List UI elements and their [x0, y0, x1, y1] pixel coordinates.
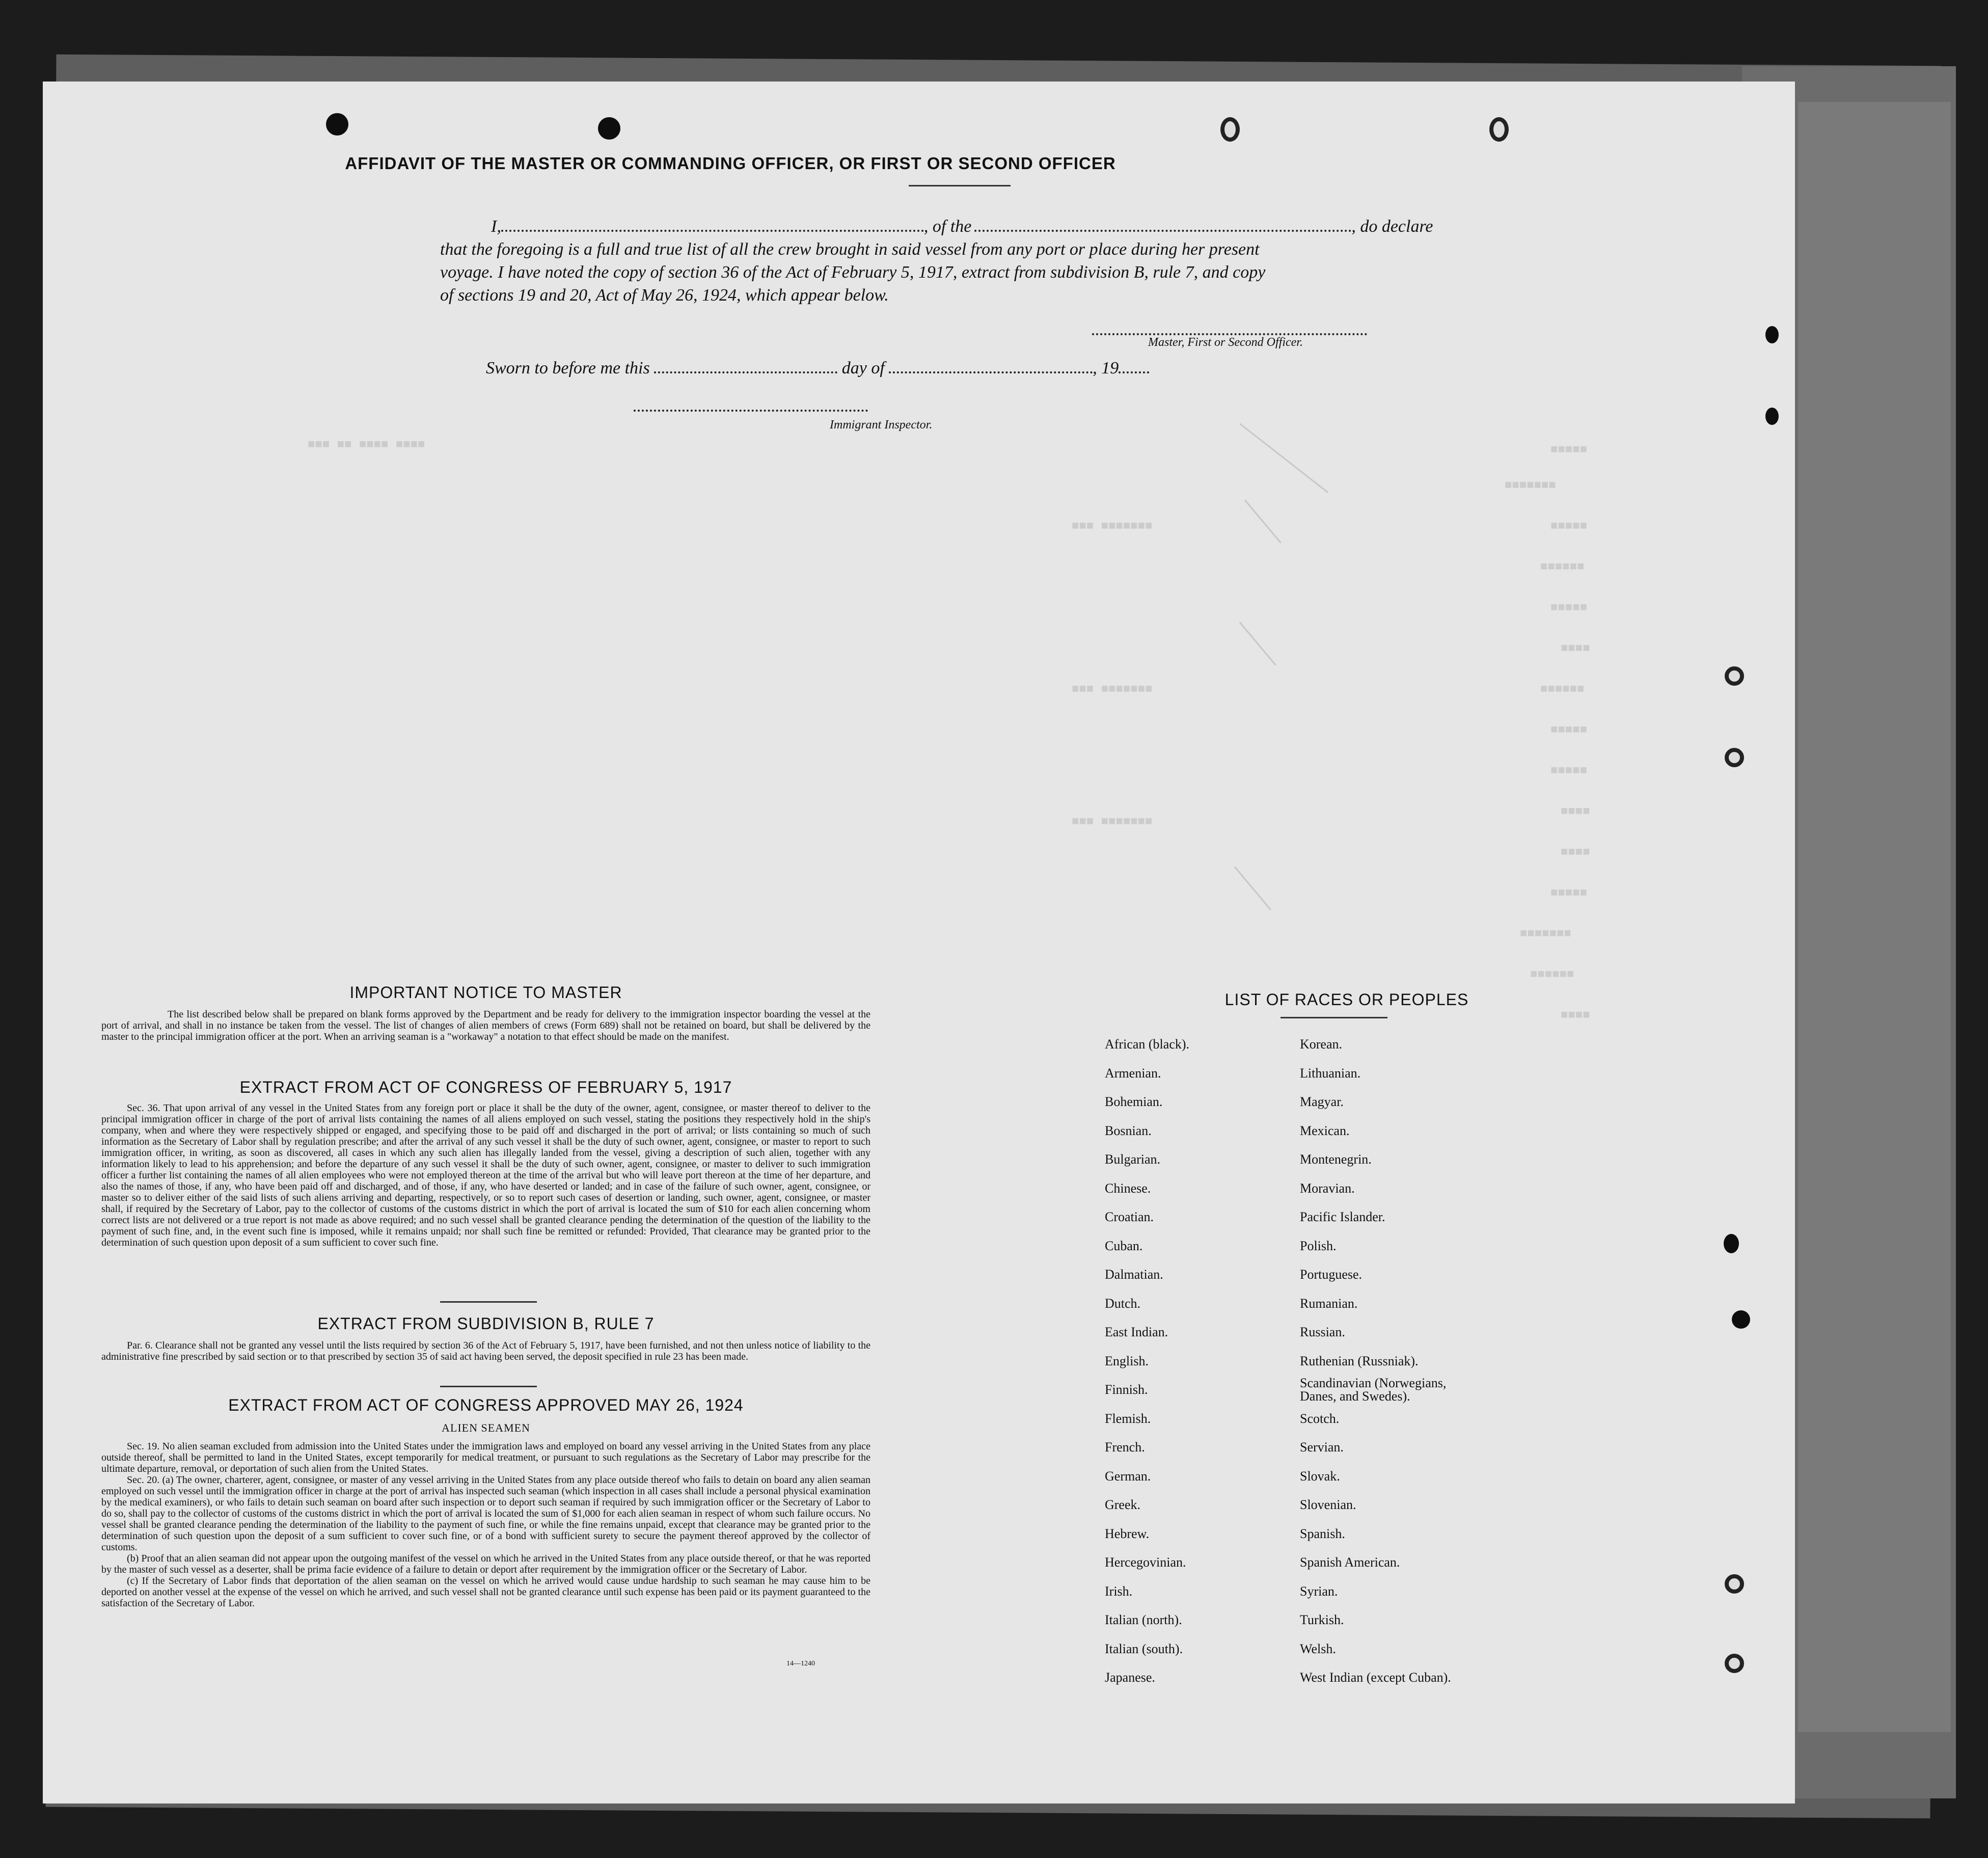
binding-rivet — [1724, 1234, 1739, 1253]
race-label: Dutch. — [1105, 1296, 1141, 1311]
title-underline — [909, 185, 1011, 186]
race-item — [1105, 1318, 1189, 1347]
extract-1917-title: EXTRACT FROM ACT OF CONGRESS OF FEBRUARY 5, 1917 — [239, 1078, 732, 1096]
race-item — [1300, 1462, 1468, 1491]
punch-hole — [1725, 1574, 1744, 1594]
affidavit-title: AFFIDAVIT OF THE MASTER OR COMMANDING OFFICER, OR FIRST OR SECOND OFFICER — [345, 154, 1116, 173]
race-label: Ruthenian (Russniak). — [1300, 1353, 1419, 1368]
race-label: Spanish American. — [1300, 1555, 1400, 1570]
race-item — [1300, 1117, 1468, 1146]
race-item — [1105, 1145, 1189, 1174]
notice-title: IMPORTANT NOTICE TO MASTER — [349, 983, 622, 1002]
section-divider — [440, 1386, 537, 1387]
race-item — [1105, 1548, 1189, 1577]
race-label: Rumanian. — [1300, 1296, 1358, 1311]
race-label: Pacific Islander. — [1300, 1209, 1385, 1225]
race-label: Italian (south). — [1105, 1641, 1183, 1656]
sworn-day-field[interactable] — [654, 371, 837, 373]
affidavit-do-declare: , do declare — [1351, 217, 1433, 236]
races-left-column — [1105, 1030, 1189, 1692]
race-item — [1105, 1203, 1189, 1232]
punch-hole — [598, 117, 620, 140]
affidavit-declaration — [440, 215, 1459, 307]
race-label: Bulgarian. — [1105, 1152, 1161, 1167]
race-item — [1105, 1347, 1189, 1376]
race-item — [1300, 1059, 1468, 1088]
race-label: West Indian (except Cuban). — [1300, 1670, 1451, 1685]
race-label: Hercegovinian. — [1105, 1555, 1186, 1570]
race-item — [1300, 1606, 1468, 1635]
race-label: French. — [1105, 1440, 1145, 1455]
race-label: Italian (north). — [1105, 1612, 1182, 1628]
race-label: Finnish. — [1105, 1382, 1148, 1397]
races-title-underline — [1281, 1017, 1387, 1018]
race-label: Irish. — [1105, 1583, 1133, 1599]
race-label: Welsh. — [1300, 1641, 1336, 1656]
race-label: Cuban. — [1105, 1238, 1143, 1253]
declarant-name-field[interactable] — [501, 230, 924, 232]
extract-1924-text — [101, 1441, 870, 1609]
affidavit-of-the: , of the — [923, 217, 972, 236]
race-item — [1105, 1232, 1189, 1261]
sworn-year-field[interactable] — [1119, 371, 1149, 373]
sworn-month-field[interactable] — [889, 371, 1093, 373]
race-item — [1300, 1232, 1468, 1261]
race-item — [1300, 1491, 1468, 1520]
race-label: German. — [1105, 1468, 1151, 1484]
extract-1924-title: EXTRACT FROM ACT OF CONGRESS APPROVED MAY 26, 1924 — [228, 1396, 744, 1414]
race-item — [1300, 1088, 1468, 1117]
punch-hole — [326, 113, 348, 136]
extract-rule7-title: EXTRACT FROM SUBDIVISION B, RULE 7 — [317, 1314, 655, 1333]
binding-rivet — [1765, 326, 1779, 343]
race-label: Moravian. — [1300, 1180, 1355, 1196]
alien-seamen-subtitle: ALIEN SEAMEN — [442, 1421, 530, 1434]
race-label: Slovak. — [1300, 1468, 1340, 1484]
bleed-through-text: ■■■ ■■ ■■■■ ■■■■ ■■■■■ ■■■■■■■ ■■■■■ ■■■■■■ ■■■■■ ■■■■ ■■■■■■ ■■■■■ ■■■■■ ■■■■ ■■■■ ■■■■■ ■■■■■■■ ■■■■■■ ■■■■ ■■■ ■■■■■■■ ■■■ ■■■■■■■ ■■■ ■■■■■■■ — [308, 438, 1590, 1022]
race-item — [1300, 1405, 1468, 1434]
race-label: Bohemian. — [1105, 1094, 1163, 1110]
document-page — [43, 82, 1795, 1803]
race-label: Magyar. — [1300, 1094, 1344, 1110]
races-right-column — [1300, 1030, 1468, 1692]
punch-hole — [1489, 117, 1509, 142]
sworn-label: Sworn to before me this — [486, 359, 650, 378]
punch-hole — [1725, 1654, 1744, 1673]
race-label: Syrian. — [1300, 1583, 1338, 1599]
race-item — [1300, 1663, 1468, 1692]
race-label: English. — [1105, 1353, 1149, 1368]
sec-19-text: Sec. 19. No alien seaman excluded from admission into the United States under the immigration laws and employed on board any vessel arriving in the United States from any place outside thereof, shall be permitted to land in the United States, except temporarily for medical treatment, or pursuant to such regulations as the Secretary of Labor may prescribe for the ultimate departure, removal, or deportation of such alien from the United States. — [101, 1441, 870, 1474]
year-prefix: , 19 — [1093, 359, 1119, 378]
race-item — [1300, 1203, 1468, 1232]
race-label: African (black). — [1105, 1037, 1190, 1052]
binding-rivet — [1732, 1310, 1750, 1329]
affidavit-line-4: of sections 19 and 20, Act of May 26, 1924, which appear below. — [440, 286, 889, 305]
races-title: LIST OF RACES OR PEOPLES — [1224, 990, 1469, 1009]
race-label: Russian. — [1300, 1325, 1345, 1340]
race-item — [1105, 1635, 1189, 1664]
race-label: Montenegrin. — [1300, 1152, 1372, 1167]
race-item — [1105, 1030, 1189, 1059]
race-label: Slovenian. — [1300, 1497, 1356, 1513]
punch-hole — [1220, 117, 1240, 142]
race-label: Dalmatian. — [1105, 1267, 1163, 1282]
form-number: 14—1240 — [786, 1660, 815, 1667]
race-item — [1300, 1260, 1468, 1289]
race-item — [1105, 1059, 1189, 1088]
inspector-signature-line[interactable] — [634, 410, 868, 412]
race-label: Scandinavian (Norwegians, Danes, and Swedes). — [1300, 1376, 1447, 1404]
race-label: Bosnian. — [1105, 1123, 1152, 1138]
race-item — [1300, 1548, 1468, 1577]
race-item — [1105, 1117, 1189, 1146]
race-label: Korean. — [1300, 1037, 1343, 1052]
extract-rule7-text: Par. 6. Clearance shall not be granted any vessel until the lists required by section 36 of the Act of February 5, 1917, have been furnished, and not then unless notice of liability to the administrative fine prescribed by said section or to that prescribed by section 35 of said act having been served, the deposit specified in rule 23 has been made. — [101, 1340, 870, 1362]
sec-20b-text: (b) Proof that an alien seaman did not appear upon the outgoing manifest of the vessel on which he arrived in the United States from any place outside thereof, or that he was reported by the master of such vessel as a deserter, shall be prima facie evidence of a failure to detain or deport after requirement by the immigration officer or the Secretary of Labor. — [101, 1553, 870, 1575]
race-item — [1300, 1145, 1468, 1174]
race-item — [1105, 1289, 1189, 1318]
race-item — [1300, 1030, 1468, 1059]
race-item — [1105, 1376, 1189, 1405]
race-item — [1300, 1635, 1468, 1664]
race-label: Mexican. — [1300, 1123, 1350, 1138]
race-label: Armenian. — [1105, 1065, 1161, 1081]
affidavit-i: I, — [491, 217, 501, 236]
race-item — [1300, 1289, 1468, 1318]
vessel-name-field[interactable] — [974, 230, 1351, 232]
race-item — [1105, 1260, 1189, 1289]
punch-hole — [1725, 666, 1744, 686]
race-item — [1105, 1577, 1189, 1606]
race-item — [1105, 1462, 1189, 1491]
race-label: Polish. — [1300, 1238, 1337, 1253]
race-item — [1105, 1520, 1189, 1549]
race-item — [1105, 1405, 1189, 1434]
race-item — [1300, 1347, 1468, 1376]
sec-20c-text: (c) If the Secretary of Labor finds that deportation of the alien seaman on the vessel on which he arrived would cause undue hardship to such seaman he may cause him to be deported on another vessel at the expense of the vessel on which he arrived, and such vessel shall not be granted clearance until such expense has been paid or its payment guaranteed to the satisfaction of the Secretary of Labor. — [101, 1575, 870, 1609]
race-label: Scotch. — [1300, 1411, 1340, 1426]
punch-hole — [1725, 748, 1744, 767]
race-item — [1300, 1318, 1468, 1347]
race-item — [1105, 1174, 1189, 1203]
race-item — [1300, 1520, 1468, 1549]
race-label: Greek. — [1105, 1497, 1141, 1513]
section-divider — [440, 1301, 537, 1303]
race-item — [1105, 1606, 1189, 1635]
race-item — [1300, 1174, 1468, 1203]
race-label: Servian. — [1300, 1440, 1344, 1455]
race-label: Lithuanian. — [1300, 1065, 1361, 1081]
inspector-label: Immigrant Inspector. — [830, 418, 933, 432]
race-label: Portuguese. — [1300, 1267, 1363, 1282]
race-label: East Indian. — [1105, 1325, 1168, 1340]
race-item — [1300, 1577, 1468, 1606]
race-item — [1300, 1433, 1468, 1462]
race-label: Croatian. — [1105, 1209, 1154, 1225]
affidavit-line-2: that the foregoing is a full and true list of all the crew brought in said vessel from any port or place during her present — [440, 240, 1260, 259]
binding-rivet — [1765, 408, 1779, 425]
race-label: Hebrew. — [1105, 1526, 1150, 1541]
race-label: Japanese. — [1105, 1670, 1155, 1685]
race-item — [1105, 1663, 1189, 1692]
master-signature-label: Master, First or Second Officer. — [1148, 336, 1303, 349]
affidavit-line-3: voyage. I have noted the copy of section 36 of the Act of February 5, 1917, extract from subdivision B, rule 7, and copy — [440, 263, 1266, 282]
race-item — [1300, 1376, 1468, 1405]
sec-20a-text: Sec. 20. (a) The owner, charterer, agent, consignee, or master of any vessel arriving in the United States from any place outside thereof who fails to detain on board any alien seaman employed on such vessel until the immigration officer in charge at the port of arrival has inspected such seaman (which inspection in all cases shall include a personal physical examination by the medical examiners), or who fails to detain such seaman on board after such inspection or to deport such seaman if required by such immigration officer or the Secretary of Labor to do so, shall pay to the collector of customs of the customs district in which the port of arrival is located the sum of $1,000 for each alien seaman in respect of whom such failure occurs. No vessel shall be granted clearance pending the determination of the liability to the payment of such fine, or while the fine remains unpaid, except that clearance may be granted prior to the determination of such question upon the deposit of a sum sufficient to cover such fine, or of a bond with sufficient surety to secure the payment thereof approved by the collector of customs. — [101, 1474, 870, 1553]
race-label: Chinese. — [1105, 1180, 1151, 1196]
notice-text: The list described below shall be prepared on blank forms approved by the Department and be ready for delivery to the immigration inspector boarding the vessel at the port of arrival, and shall in no instance be taken from the vessel. The list of changes of alien members of crews (Form 689) shall not be retained on board, but shall be delivered by the master to the principal immigration officer at the port. When an arriving seaman is a "workaway" a notation to that effect should be made on the manifest. — [101, 1009, 870, 1042]
race-label: Spanish. — [1300, 1526, 1345, 1541]
race-item — [1105, 1433, 1189, 1462]
race-label: Turkish. — [1300, 1612, 1344, 1628]
day-of-label: day of — [841, 359, 885, 378]
sworn-line — [486, 357, 1250, 380]
adjacent-page-edge — [1798, 102, 1951, 1732]
race-label: Flemish. — [1105, 1411, 1151, 1426]
race-item — [1105, 1088, 1189, 1117]
extract-1917-text: Sec. 36. That upon arrival of any vessel in the United States from any foreign port or place it shall be the duty of the owner, agent, consignee, or master thereof to deliver to the principal immigration officer in charge of the port of arrival lists containing the names of all aliens employed on such vessel, stating the positions they respectively hold in the ship's company, when and where they were respectively shipped or engaged, and specifying those to be paid off and discharged in the port of arrival; or lists containing so much of such information as the Secretary of Labor shall by regulation prescribe; and after the arrival of any such vessel it shall be the duty of such owner, agent, consignee, or master to report to such immigration officer, in writing, as soon as discovered, all cases in which any such alien has illegally landed from the vessel, giving a description of such alien, together with any information likely to lead to his apprehension; and before the departure of any such vessel it shall be the duty of such owner, agent, consignee, or master to deliver to such immigration officer a further list containing the names of all alien employees who were not employed thereon at the time of the arrival but who will leave port thereon at the time of her departure, and also the names of those, if any, who have been paid off and discharged, and of those, if any, who have deserted or landed; and in case of the failure of such owner, agent, consignee, or master so to deliver either of the said lists of such aliens arriving and departing, respectively, or so to report such cases of desertion or landing, such owner, agent, consignee, or master shall, if required by the Secretary of Labor, pay to the collector of customs of the customs district in which the port of arrival is located the sum of $10 for each alien concerning whom correct lists are not delivered or a true report is not made as above required; and no such vessel shall be granted clearance pending the determination of the question of the liability to the payment of such fine, and, in the event such fine is imposed, while it remains unpaid; nor shall such fine be remitted or refunded: Provided, That clearance may be granted prior to the determination of such question upon deposit of a sum sufficient to cover such fine. — [101, 1102, 870, 1248]
race-item — [1105, 1491, 1189, 1520]
